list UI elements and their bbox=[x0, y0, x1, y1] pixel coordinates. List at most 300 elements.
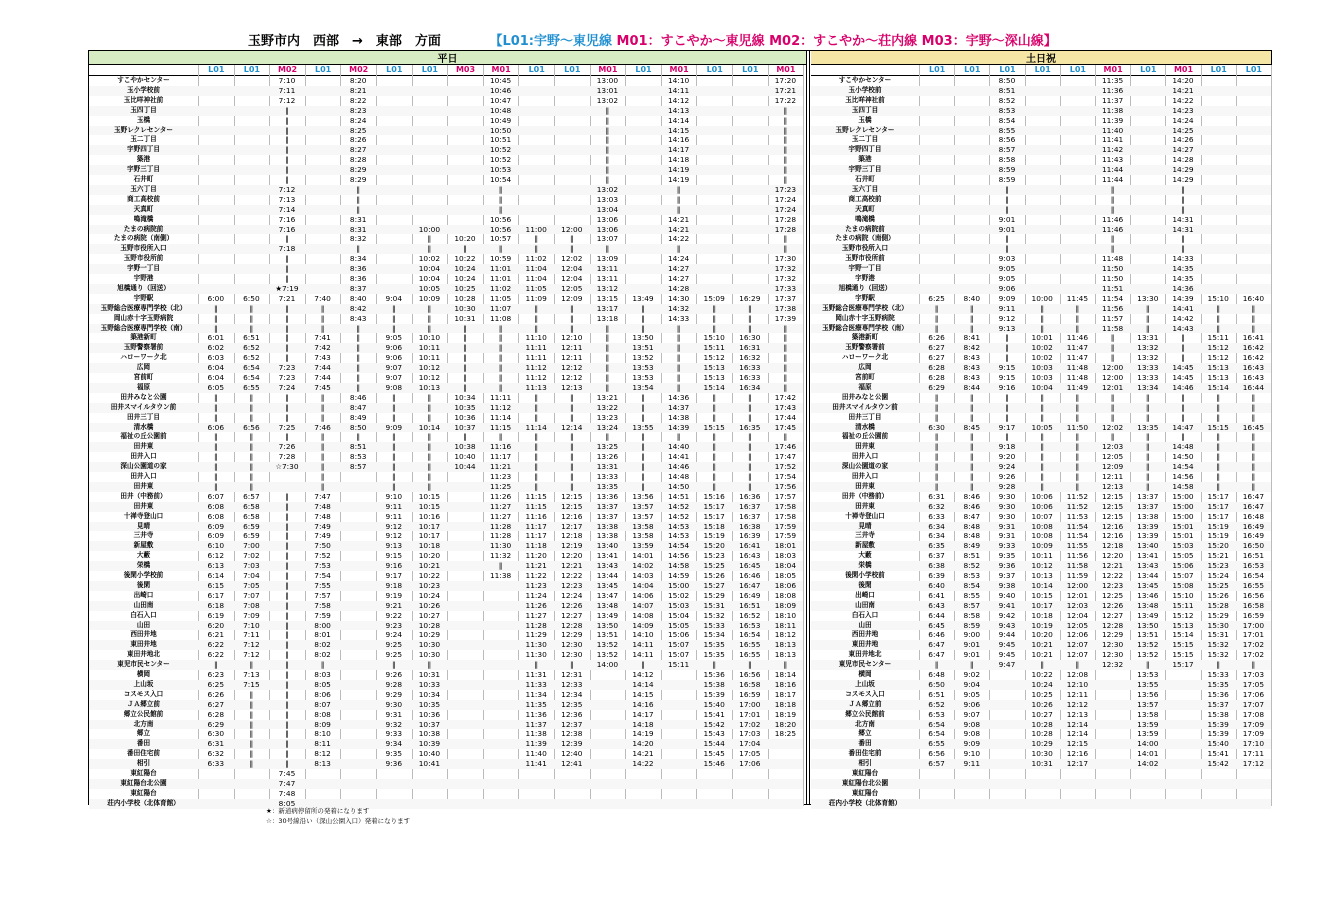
departure-time: 11:05 bbox=[489, 293, 512, 303]
timetable bbox=[88, 50, 1272, 808]
departure-time: 14:27 bbox=[667, 264, 690, 274]
departure-time: ‖ bbox=[285, 353, 289, 363]
holiday-route-code: L01 bbox=[1130, 65, 1165, 75]
departure-time: ‖ bbox=[641, 392, 645, 402]
stop-name: 郷立公民館前 bbox=[123, 709, 164, 718]
departure-time: 7:18 bbox=[278, 244, 296, 254]
departure-time: 11:01 bbox=[489, 264, 512, 274]
stop-name: 田井東 bbox=[855, 442, 875, 451]
departure-time: 9:04 bbox=[963, 679, 981, 689]
departure-time: 17:32 bbox=[774, 274, 797, 283]
departure-time: 6:22 bbox=[207, 650, 225, 660]
stop-name: 東紅陽台 bbox=[130, 788, 157, 797]
departure-time: ‖ bbox=[605, 382, 610, 392]
departure-time: 14:16 bbox=[632, 699, 654, 709]
departure-time: ‖ bbox=[569, 313, 574, 323]
departure-time: 12:16 bbox=[1101, 521, 1124, 531]
weekday-table-row bbox=[89, 640, 803, 650]
departure-time: 7:26 bbox=[278, 442, 296, 452]
departure-time: 11:10 bbox=[525, 333, 547, 343]
departure-time: 7:11 bbox=[278, 85, 296, 95]
weekday-table-row bbox=[89, 749, 803, 759]
departure-time: 13:35 bbox=[596, 481, 619, 491]
departure-time: 9:18 bbox=[385, 580, 403, 590]
departure-time: 11:31 bbox=[525, 670, 547, 679]
departure-time: 10:20 bbox=[1031, 630, 1053, 640]
weekday-table-row bbox=[89, 175, 803, 185]
departure-time: ‖ bbox=[391, 313, 396, 323]
departure-time: 13:33 bbox=[1137, 373, 1159, 382]
weekday-table-row bbox=[89, 650, 803, 660]
departure-time: 17:38 bbox=[774, 303, 797, 313]
departure-time: 6:27 bbox=[928, 353, 945, 363]
departure-time: 13:24 bbox=[596, 422, 619, 432]
stop-name: 広岡 bbox=[858, 363, 872, 372]
holiday-route-code: L01 bbox=[954, 65, 989, 75]
departure-time: ‖ bbox=[285, 501, 289, 511]
departure-time: 11:04 bbox=[525, 274, 547, 283]
departure-time: 9:08 bbox=[963, 729, 981, 739]
departure-time: 15:37 bbox=[1207, 699, 1229, 709]
holiday-table-row bbox=[811, 551, 1271, 561]
departure-time: 7:21 bbox=[278, 293, 296, 303]
departure-time: 7:52 bbox=[314, 551, 331, 561]
departure-time: 10:21 bbox=[1031, 650, 1053, 660]
departure-time: 8:43 bbox=[963, 363, 981, 373]
stop-name: 十禅寺登山口 bbox=[845, 511, 885, 520]
departure-time: 8:59 bbox=[998, 175, 1016, 184]
stop-name: ＪＡ郷立前 bbox=[848, 699, 882, 708]
stop-name: 田井（中務前） bbox=[120, 491, 167, 500]
departure-time: 7:48 bbox=[314, 511, 331, 521]
departure-time: ‖ bbox=[569, 481, 574, 491]
departure-time: 11:15 bbox=[525, 491, 547, 501]
departure-time: 14:26 bbox=[1172, 135, 1194, 145]
holiday-table-row bbox=[811, 432, 1271, 442]
departure-time: ‖ bbox=[285, 333, 289, 343]
departure-time: 11:57 bbox=[1101, 313, 1124, 323]
departure-time: 10:28 bbox=[1031, 719, 1053, 729]
departure-time: ‖ bbox=[249, 660, 254, 670]
departure-time: ‖ bbox=[285, 135, 289, 145]
departure-time: 7:09 bbox=[243, 610, 260, 620]
departure-time: 12:11 bbox=[1101, 472, 1124, 481]
stop-name: 玉野市役所入口 bbox=[841, 244, 889, 253]
departure-time: 6:58 bbox=[243, 501, 260, 511]
weekday-table-row bbox=[89, 502, 803, 512]
departure-time: 12:18 bbox=[561, 531, 583, 541]
departure-time: ‖ bbox=[1110, 194, 1115, 204]
departure-time: ‖ bbox=[934, 472, 939, 481]
departure-time: 11:07 bbox=[489, 303, 512, 313]
departure-time: 12:17 bbox=[561, 521, 583, 531]
departure-time: 9:24 bbox=[385, 630, 403, 640]
departure-time: 7:45 bbox=[278, 769, 296, 778]
departure-time: ‖ bbox=[213, 472, 218, 481]
departure-time: 10:18 bbox=[418, 541, 441, 551]
departure-time: 10:16 bbox=[418, 511, 441, 521]
departure-time: 16:58 bbox=[739, 679, 761, 689]
departure-time: ‖ bbox=[1110, 234, 1115, 244]
stop-name: 清水橋 bbox=[133, 422, 154, 431]
departure-time: 11:51 bbox=[1101, 283, 1124, 293]
departure-time: 6:32 bbox=[207, 749, 225, 759]
departure-time: 6:41 bbox=[928, 590, 945, 600]
departure-time: 15:12 bbox=[1207, 353, 1229, 363]
departure-time: 6:38 bbox=[928, 561, 945, 571]
departure-time: 15:17 bbox=[703, 501, 725, 511]
departure-time: 11:00 bbox=[525, 224, 547, 234]
departure-time: 15:10 bbox=[1207, 293, 1229, 303]
departure-time: 10:12 bbox=[1031, 561, 1053, 571]
departure-time: 13:47 bbox=[596, 590, 619, 600]
stop-name: 見晴 bbox=[136, 521, 151, 530]
weekday-table-row bbox=[89, 264, 803, 274]
departure-time: 15:30 bbox=[1207, 620, 1229, 630]
departure-time: 7:13 bbox=[278, 194, 296, 204]
departure-time: 10:01 bbox=[1031, 333, 1053, 343]
departure-time: 15:17 bbox=[703, 511, 725, 521]
departure-time: 9:25 bbox=[385, 650, 403, 660]
departure-time: ‖ bbox=[969, 481, 974, 491]
departure-time: ‖ bbox=[605, 363, 610, 373]
departure-time: ‖ bbox=[641, 481, 645, 491]
holiday-table-row bbox=[811, 175, 1271, 185]
departure-time: ‖ bbox=[747, 472, 752, 481]
departure-time: 12:11 bbox=[1066, 689, 1089, 699]
departure-time: 12:35 bbox=[561, 699, 583, 709]
holiday-table-row bbox=[811, 155, 1271, 165]
departure-time: 16:30 bbox=[739, 333, 761, 343]
departure-time: 16:31 bbox=[739, 343, 761, 353]
departure-time: ‖ bbox=[969, 323, 974, 333]
departure-time: ‖ bbox=[427, 323, 432, 333]
departure-time: ‖ bbox=[1181, 343, 1185, 353]
departure-time: ‖ bbox=[676, 333, 681, 343]
departure-time: ‖ bbox=[712, 660, 717, 670]
departure-time: 15:03 bbox=[667, 600, 690, 610]
departure-time: 15:13 bbox=[1207, 373, 1229, 382]
stop-name: 築港 bbox=[136, 155, 151, 164]
departure-time: 18:12 bbox=[774, 630, 797, 640]
departure-time: 10:28 bbox=[454, 293, 476, 303]
departure-time: ‖ bbox=[747, 412, 752, 422]
departure-time: 15:29 bbox=[703, 590, 725, 600]
weekday-table-row bbox=[89, 432, 803, 442]
departure-time: 17:24 bbox=[774, 204, 797, 214]
departure-time: 8:47 bbox=[349, 402, 367, 412]
departure-time: 13:34 bbox=[1137, 382, 1159, 392]
departure-time: 11:02 bbox=[489, 283, 512, 293]
departure-time: 7:04 bbox=[243, 571, 260, 580]
departure-time: 10:02 bbox=[418, 254, 441, 264]
departure-time: 8:40 bbox=[349, 293, 367, 303]
departure-time: 16:38 bbox=[739, 521, 761, 531]
departure-time: 15:15 bbox=[703, 422, 725, 432]
departure-time: ‖ bbox=[320, 660, 325, 670]
departure-time: 7:28 bbox=[278, 452, 296, 462]
departure-time: 16:59 bbox=[739, 689, 761, 699]
stop-name: 玉小学校前 bbox=[127, 85, 160, 94]
departure-time: ‖ bbox=[1181, 412, 1185, 422]
stop-name: 郷立公民館前 bbox=[845, 709, 885, 718]
departure-time: 15:38 bbox=[703, 679, 725, 689]
departure-time: 16:49 bbox=[739, 590, 761, 600]
holiday-route-code: M01 bbox=[1165, 65, 1200, 75]
departure-time: 13:11 bbox=[596, 264, 619, 274]
stop-name: 玉二丁目 bbox=[130, 135, 157, 144]
departure-time: ‖ bbox=[391, 472, 396, 481]
departure-time: ‖ bbox=[356, 204, 361, 214]
departure-time: 7:10 bbox=[243, 620, 260, 630]
departure-time: ‖ bbox=[1251, 481, 1256, 491]
departure-time: 15:14 bbox=[1207, 382, 1229, 392]
stop-name: 商工高校前 bbox=[848, 194, 882, 203]
departure-time: 8:36 bbox=[349, 274, 367, 283]
departure-time: 14:12 bbox=[632, 670, 654, 679]
departure-time: ‖ bbox=[463, 353, 467, 363]
departure-time: 14:00 bbox=[596, 660, 619, 670]
departure-time: 8:51 bbox=[963, 551, 981, 561]
departure-time: 13:33 bbox=[596, 472, 619, 481]
departure-time: ‖ bbox=[427, 660, 432, 670]
departure-time: 18:05 bbox=[774, 571, 797, 580]
departure-time: 14:19 bbox=[667, 175, 690, 184]
departure-time: 11:05 bbox=[525, 283, 547, 293]
departure-time: ‖ bbox=[1181, 234, 1185, 244]
departure-time: 14:21 bbox=[667, 224, 690, 234]
weekday-table-row bbox=[89, 383, 803, 393]
weekday-table-row bbox=[89, 413, 803, 423]
departure-time: ‖ bbox=[1251, 313, 1256, 323]
departure-time: 13:37 bbox=[1137, 501, 1159, 511]
weekday-table-row bbox=[89, 343, 803, 353]
departure-time: 9:34 bbox=[385, 739, 403, 749]
departure-time: 14:47 bbox=[1172, 422, 1194, 432]
departure-time: 7:48 bbox=[278, 788, 296, 798]
departure-time: ‖ bbox=[213, 452, 218, 462]
stop-name: コスモス入口 bbox=[123, 689, 164, 698]
departure-time: 8:50 bbox=[998, 76, 1016, 85]
weekday-table-row bbox=[89, 680, 803, 690]
departure-time: 11:28 bbox=[489, 521, 512, 531]
departure-time: 14:19 bbox=[667, 165, 690, 175]
departure-time: 10:00 bbox=[418, 224, 441, 234]
departure-time: 11:04 bbox=[525, 264, 547, 274]
departure-time: ‖ bbox=[969, 303, 974, 313]
departure-time: 15:04 bbox=[667, 610, 690, 620]
departure-time: ‖ bbox=[1251, 442, 1256, 452]
weekday-table-row bbox=[89, 561, 803, 571]
departure-time: 7:47 bbox=[278, 778, 296, 788]
departure-time: 6:04 bbox=[207, 363, 225, 373]
departure-time: 16:34 bbox=[739, 382, 761, 392]
departure-time: 11:27 bbox=[489, 511, 512, 521]
departure-time: 9:15 bbox=[385, 551, 403, 561]
weekday-table-row bbox=[89, 591, 803, 601]
departure-time: 14:48 bbox=[1172, 442, 1194, 452]
departure-time: ‖ bbox=[320, 412, 325, 422]
departure-time: 15:00 bbox=[667, 580, 690, 590]
departure-time: ‖ bbox=[1251, 402, 1256, 412]
departure-time: 9:15 bbox=[998, 363, 1016, 373]
departure-time: ‖ bbox=[569, 402, 574, 412]
departure-time: 6:29 bbox=[928, 382, 945, 392]
departure-time: 6:10 bbox=[207, 541, 225, 551]
departure-time: 11:02 bbox=[525, 254, 547, 264]
departure-time: 15:28 bbox=[1207, 600, 1229, 610]
departure-time: ‖ bbox=[1145, 392, 1150, 402]
holiday-table-row bbox=[811, 749, 1271, 759]
departure-time: 15:18 bbox=[703, 521, 725, 531]
departure-time: 6:40 bbox=[928, 580, 945, 590]
departure-time: 18:19 bbox=[774, 709, 797, 719]
departure-time: 10:09 bbox=[1031, 541, 1053, 551]
stop-name: 北方南 bbox=[133, 719, 154, 728]
departure-time: 13:57 bbox=[632, 511, 654, 521]
departure-time: 17:45 bbox=[774, 422, 797, 432]
departure-time: 6:54 bbox=[243, 373, 260, 382]
departure-time: 9:29 bbox=[385, 689, 403, 699]
departure-time: 10:17 bbox=[418, 521, 441, 531]
departure-time: 15:07 bbox=[667, 650, 690, 660]
weekday-table-row bbox=[89, 442, 803, 452]
holiday-table-row bbox=[811, 343, 1271, 353]
holiday-route-code: L01 bbox=[989, 65, 1024, 75]
departure-time: ‖ bbox=[249, 689, 254, 699]
departure-time: 11:14 bbox=[525, 422, 547, 432]
departure-time: ‖ bbox=[213, 462, 218, 472]
departure-time: 12:22 bbox=[561, 571, 583, 580]
departure-time: 13:48 bbox=[1137, 600, 1159, 610]
departure-time: ‖ bbox=[463, 343, 467, 353]
departure-time: 14:14 bbox=[667, 115, 690, 125]
departure-time: 8:41 bbox=[963, 333, 981, 343]
departure-time: 14:37 bbox=[667, 402, 690, 412]
departure-time: 13:06 bbox=[596, 224, 619, 234]
weekday-table-row bbox=[89, 145, 803, 155]
departure-time: 11:01 bbox=[489, 274, 512, 283]
stop-name: 新屋敷 bbox=[133, 541, 154, 550]
departure-time: 17:10 bbox=[1242, 739, 1265, 749]
departure-time: 13:09 bbox=[596, 254, 619, 264]
departure-time: ‖ bbox=[285, 412, 289, 422]
departure-time: 13:50 bbox=[596, 620, 619, 630]
departure-time: 17:00 bbox=[1242, 620, 1265, 630]
departure-time: ‖ bbox=[1216, 412, 1221, 422]
departure-time: 14:19 bbox=[632, 729, 654, 739]
stop-name: 出崎口 bbox=[855, 590, 875, 599]
departure-time: ‖ bbox=[934, 412, 939, 422]
departure-time: 12:23 bbox=[1101, 580, 1124, 590]
departure-time: ‖ bbox=[1005, 432, 1009, 442]
departure-time: 12:12 bbox=[561, 373, 583, 382]
departure-time: 12:16 bbox=[1066, 749, 1089, 759]
departure-time: 15:39 bbox=[1207, 719, 1229, 729]
departure-time: 11:45 bbox=[1066, 293, 1089, 303]
departure-time: 10:45 bbox=[489, 76, 512, 85]
stop-name: たまの病院（南側） bbox=[835, 234, 895, 243]
departure-time: 17:47 bbox=[774, 452, 797, 462]
stop-name: 相引 bbox=[858, 759, 872, 768]
departure-time: ‖ bbox=[249, 392, 254, 402]
departure-time: 9:23 bbox=[385, 620, 403, 630]
departure-time: 7:16 bbox=[278, 214, 296, 224]
departure-time: 12:27 bbox=[1101, 610, 1124, 620]
departure-time: ‖ bbox=[427, 303, 432, 313]
weekday-table-row bbox=[89, 195, 803, 205]
departure-time: ‖ bbox=[1110, 432, 1115, 442]
departure-time: 17:32 bbox=[774, 264, 797, 274]
departure-time: 7:07 bbox=[243, 590, 260, 600]
departure-time: 10:27 bbox=[1031, 709, 1053, 719]
departure-time: 8:25 bbox=[349, 125, 367, 135]
departure-time: 11:11 bbox=[525, 343, 547, 353]
departure-time: ‖ bbox=[534, 392, 539, 402]
departure-time: 15:17 bbox=[1207, 511, 1229, 521]
departure-time: 15:06 bbox=[667, 630, 690, 640]
stop-name: 栄橋 bbox=[858, 561, 872, 570]
departure-time: 13:06 bbox=[596, 214, 619, 224]
departure-time: 8:32 bbox=[349, 234, 367, 244]
departure-time: ‖ bbox=[320, 472, 325, 481]
departure-time: 11:24 bbox=[525, 590, 547, 600]
weekday-table-row bbox=[89, 472, 803, 482]
stop-name: 玉六丁目 bbox=[130, 184, 157, 193]
departure-time: ‖ bbox=[934, 392, 939, 402]
departure-time: 12:17 bbox=[1066, 759, 1089, 769]
departure-time: 14:59 bbox=[667, 571, 690, 580]
stop-name: 宇野駅 bbox=[855, 293, 875, 302]
departure-time: 12:01 bbox=[1066, 590, 1089, 600]
departure-time: 14:11 bbox=[667, 85, 690, 95]
departure-time: ‖ bbox=[1040, 660, 1045, 670]
stop-name: 築港新町 bbox=[130, 333, 157, 342]
departure-time: ‖ bbox=[427, 452, 432, 462]
departure-time: 13:51 bbox=[596, 630, 619, 640]
stop-name: 宮前町 bbox=[133, 373, 154, 381]
departure-time: 18:03 bbox=[774, 551, 797, 561]
departure-time: 11:39 bbox=[1101, 115, 1124, 125]
departure-time: 17:24 bbox=[774, 194, 797, 204]
departure-time: 12:00 bbox=[1101, 373, 1124, 382]
departure-time: ‖ bbox=[676, 432, 681, 442]
departure-time: ‖ bbox=[1110, 333, 1115, 343]
departure-time: 17:59 bbox=[774, 531, 797, 541]
departure-time: 6:31 bbox=[928, 491, 945, 501]
departure-time: 13:38 bbox=[596, 521, 619, 531]
stop-name: ハローワーク北 bbox=[120, 353, 167, 362]
departure-time: 12:30 bbox=[561, 650, 583, 660]
departure-time: 14:58 bbox=[1172, 481, 1194, 491]
departure-time: 8:31 bbox=[349, 224, 367, 234]
departure-time: 17:09 bbox=[1242, 729, 1265, 739]
departure-time: ‖ bbox=[285, 719, 289, 729]
stop-name: 田井東 bbox=[855, 501, 875, 510]
departure-time: 10:20 bbox=[418, 551, 441, 561]
holiday-table-row bbox=[811, 294, 1271, 304]
departure-time: 10:31 bbox=[1031, 759, 1053, 769]
departure-time: 17:33 bbox=[774, 283, 797, 293]
departure-time: 11:37 bbox=[1101, 95, 1124, 105]
departure-time: 18:09 bbox=[774, 600, 797, 610]
departure-time: 10:11 bbox=[418, 343, 441, 353]
departure-time: 12:34 bbox=[561, 689, 583, 699]
departure-time: 13:50 bbox=[632, 333, 654, 343]
departure-time: 13:51 bbox=[632, 343, 654, 353]
departure-time: 8:43 bbox=[349, 313, 367, 323]
holiday-table-row bbox=[811, 630, 1271, 640]
